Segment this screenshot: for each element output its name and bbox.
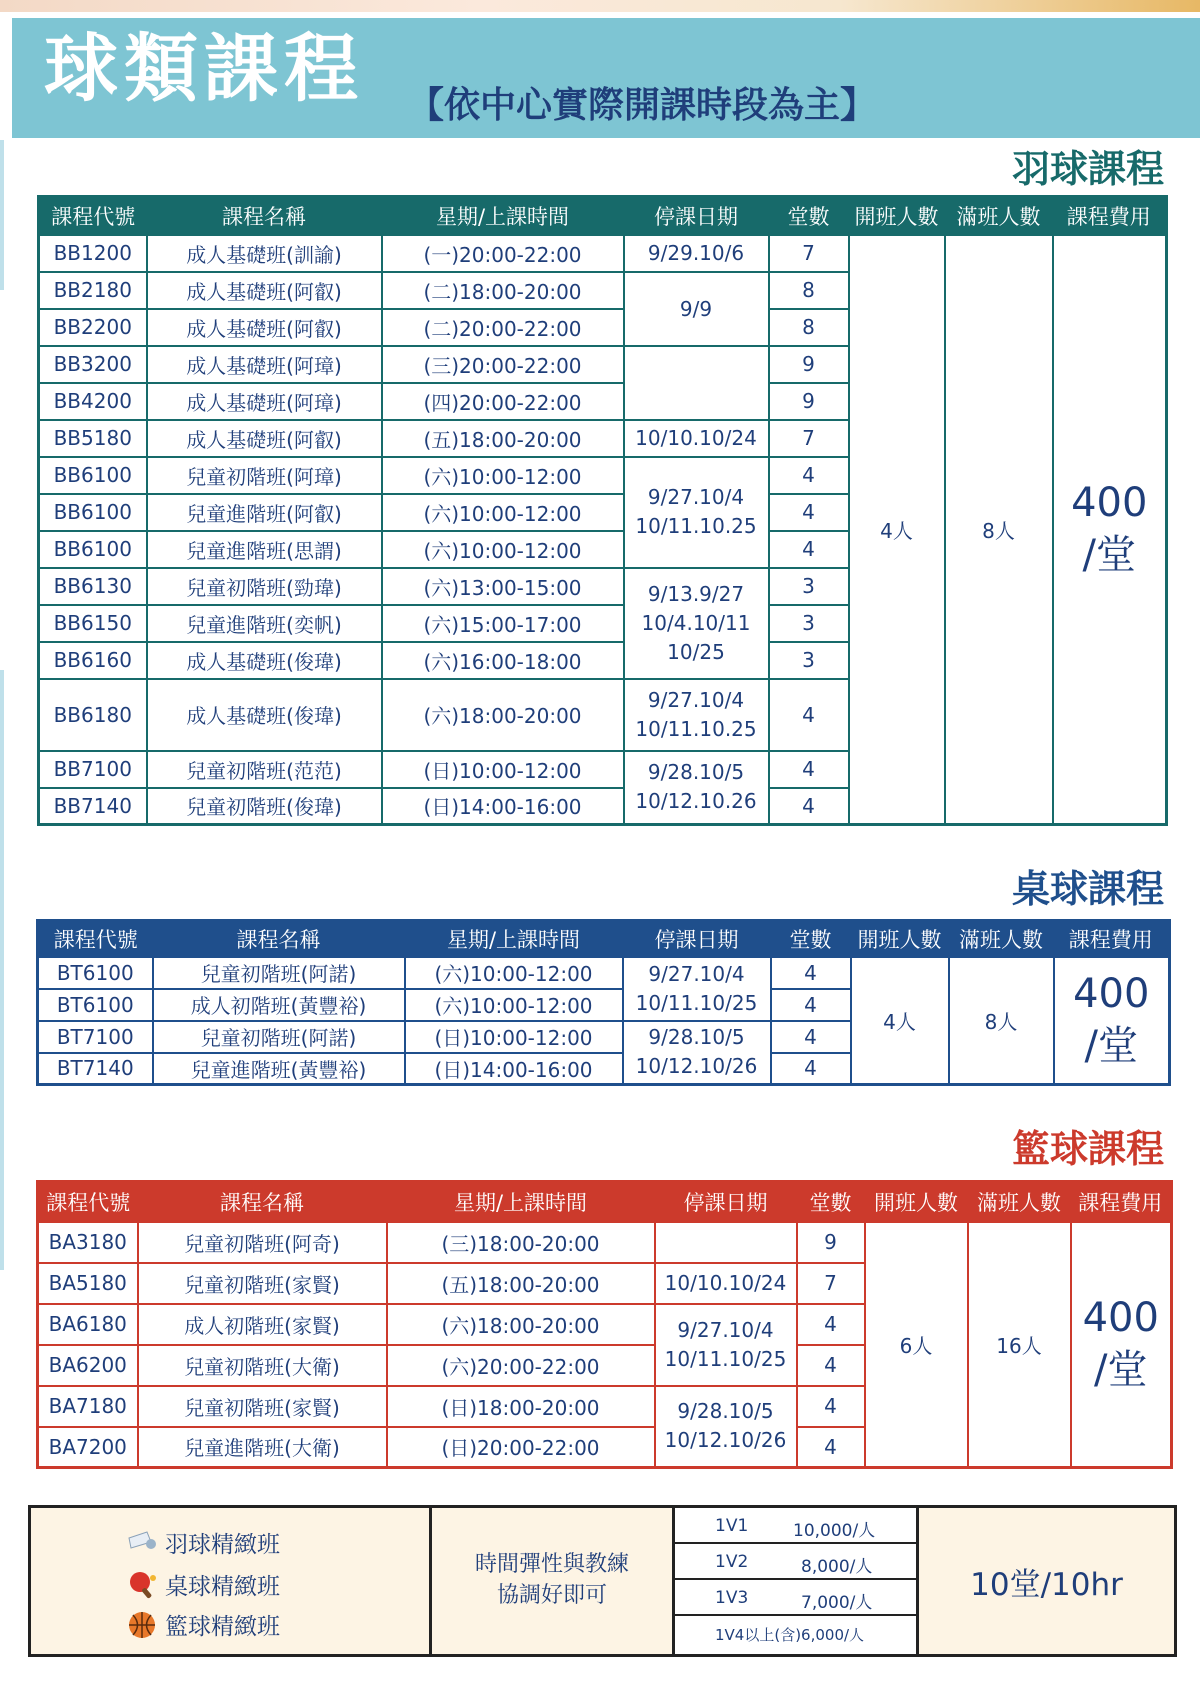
stop-date-line: 10/12.10.26	[635, 789, 757, 814]
stop-dates: 9/9	[624, 272, 769, 346]
course-name: 兒童進階班(思謂)	[147, 531, 382, 568]
course-code: BT7140	[38, 1053, 153, 1085]
full-count: 16人	[968, 1222, 1071, 1468]
stop-date-line: 9/27.10/4	[677, 1317, 774, 1342]
col-header-stop: 停課日期	[623, 921, 771, 957]
table-row	[39, 235, 1167, 272]
basketball-table	[36, 1180, 1173, 1469]
course-time: (五)18:00-20:00	[387, 1263, 655, 1304]
stop-dates	[655, 1222, 797, 1263]
course-name: 兒童初階班(阿諾)	[153, 1021, 405, 1053]
course-time: (六)10:00-12:00	[382, 457, 624, 494]
course-name: 成人初階班(黃豐裕)	[153, 989, 405, 1021]
stop-dates	[624, 679, 769, 751]
col-header-name: 課程名稱	[138, 1182, 387, 1222]
ping-pong-paddle-icon	[127, 1570, 157, 1600]
course-code: BB7140	[39, 788, 147, 825]
course-name: 兒童初階班(阿璋)	[147, 457, 382, 494]
course-time: (日)20:00-22:00	[387, 1427, 655, 1468]
col-header-open: 開班人數	[849, 197, 945, 235]
course-code: BB6100	[39, 457, 147, 494]
stop-date-line: 10/25	[667, 639, 725, 664]
stop-dates: 10/10.10/24	[624, 420, 769, 457]
course-fee	[1071, 1222, 1172, 1468]
course-time: (日)18:00-20:00	[387, 1386, 655, 1427]
course-time: (日)14:00-16:00	[382, 788, 624, 825]
session-count: 4	[771, 1053, 851, 1085]
course-name: 兒童初階班(阿奇)	[138, 1222, 387, 1263]
col-header-open: 開班人數	[865, 1182, 968, 1222]
fee-amount: 400	[1082, 1295, 1159, 1342]
session-count: 4	[797, 1345, 865, 1386]
premium-class-box	[28, 1505, 1177, 1657]
stop-dates: 10/10.10/24	[655, 1263, 797, 1304]
course-code: BA6200	[38, 1345, 138, 1386]
course-name: 成人基礎班(阿璋)	[147, 383, 382, 420]
session-count: 9	[769, 383, 849, 420]
badminton-section-title: 羽球課程	[1011, 147, 1164, 191]
premium-schedule-note	[432, 1508, 675, 1654]
col-header-sessions: 堂數	[797, 1182, 865, 1222]
col-header-time: 星期/上課時間	[405, 921, 623, 957]
course-name: 成人基礎班(阿叡)	[147, 272, 382, 309]
premium-item-badminton	[127, 1526, 280, 1559]
course-name: 兒童初階班(大衛)	[138, 1345, 387, 1386]
course-code: BT7100	[38, 1021, 153, 1053]
course-name: 兒童進階班(大衛)	[138, 1427, 387, 1468]
stop-date-line: 9/27.10/4	[647, 687, 745, 712]
left-edge-bar	[0, 670, 4, 1270]
course-name: 成人基礎班(阿璋)	[147, 346, 382, 383]
note-line: 時間彈性與教練	[474, 1552, 629, 1578]
stop-date-line: 10/11.10.25	[635, 514, 757, 538]
course-name: 兒童初階班(范范)	[147, 751, 382, 788]
stop-date-line: 10/4.10/11	[641, 610, 751, 635]
course-name: 兒童初階班(勁瑋)	[147, 568, 382, 605]
open-count: 4人	[851, 957, 949, 1085]
premium-duration: 10堂/10hr	[970, 1566, 1123, 1603]
course-fee	[1053, 235, 1167, 825]
session-count: 4	[769, 457, 849, 494]
badminton-table	[37, 195, 1168, 826]
course-code: BB6150	[39, 605, 147, 642]
course-time: (六)10:00-12:00	[382, 494, 624, 531]
col-header-code: 課程代號	[39, 197, 147, 235]
price-tier-label: 1V1	[715, 1516, 749, 1536]
stop-date-line: 9/28.10/5	[647, 760, 745, 785]
session-count: 7	[769, 235, 849, 272]
stop-date-line: 9/27.10/4	[647, 485, 745, 509]
course-name: 成人基礎班(阿叡)	[147, 309, 382, 346]
course-time: (六)20:00-22:00	[387, 1345, 655, 1386]
course-code: BA7200	[38, 1427, 138, 1468]
course-time: (日)10:00-12:00	[382, 751, 624, 788]
table-header-row	[39, 197, 1167, 235]
stop-dates	[624, 568, 769, 679]
session-count: 4	[771, 989, 851, 1021]
course-name: 兒童初階班(家賢)	[138, 1386, 387, 1427]
premium-item-label: 桌球精緻班	[165, 1574, 280, 1600]
price-row	[675, 1508, 916, 1544]
course-code: BB6180	[39, 679, 147, 751]
price-row	[675, 1616, 916, 1650]
course-time: (二)18:00-20:00	[382, 272, 624, 309]
stop-date-line: 9/13.9/27	[647, 581, 745, 606]
fee-unit: /堂	[1082, 532, 1136, 579]
session-count: 4	[769, 679, 849, 751]
stop-date-line: 10/12.10/26	[664, 1428, 787, 1453]
course-name: 兒童進階班(阿叡)	[147, 494, 382, 531]
note-line: 協調好即可	[496, 1583, 607, 1608]
col-header-stop: 停課日期	[655, 1182, 797, 1222]
course-name: 兒童初階班(家賢)	[138, 1263, 387, 1304]
course-code: BB3200	[39, 346, 147, 383]
session-count: 9	[797, 1222, 865, 1263]
session-count: 4	[769, 494, 849, 531]
col-header-code: 課程代號	[38, 1182, 138, 1222]
col-header-sessions: 堂數	[769, 197, 849, 235]
course-code: BB2180	[39, 272, 147, 309]
course-fee	[1054, 957, 1170, 1085]
basketball-section-title: 籃球課程	[1011, 1127, 1164, 1171]
course-code: BA7180	[38, 1386, 138, 1427]
premium-price-list	[675, 1508, 919, 1654]
open-count: 4人	[849, 235, 945, 825]
stop-date-line: 10/11.10/25	[635, 990, 758, 1015]
col-header-full: 滿班人數	[949, 921, 1054, 957]
session-count: 8	[769, 309, 849, 346]
stop-date-line: 10/12.10/26	[635, 1054, 758, 1079]
price-row	[675, 1580, 916, 1616]
course-name: 兒童進階班(奕帆)	[147, 605, 382, 642]
course-name: 成人初階班(家賢)	[138, 1304, 387, 1345]
course-code: BB1200	[39, 235, 147, 272]
course-name: 成人基礎班(訓諭)	[147, 235, 382, 272]
stop-dates	[624, 457, 769, 568]
course-time: (六)10:00-12:00	[405, 957, 623, 989]
price-row	[675, 1544, 916, 1580]
page-title: 球類課程	[44, 26, 364, 112]
page-subtitle: 【依中心實際開課時段為主】	[408, 85, 877, 126]
basketball-icon	[127, 1610, 157, 1640]
table-row	[38, 1222, 1172, 1263]
fee-unit: /堂	[1094, 1347, 1148, 1394]
premium-item-label: 籃球精緻班	[165, 1614, 280, 1640]
course-code: BB6160	[39, 642, 147, 679]
stop-dates	[624, 751, 769, 825]
col-header-sessions: 堂數	[771, 921, 851, 957]
course-time: (三)18:00-20:00	[387, 1222, 655, 1263]
price-tier-label: 1V3	[715, 1588, 749, 1608]
stop-dates	[623, 957, 771, 1021]
course-time: (六)18:00-20:00	[387, 1304, 655, 1345]
course-time: (六)10:00-12:00	[382, 531, 624, 568]
price-tier-label: 1V2	[715, 1552, 749, 1572]
course-name: 兒童初階班(俊瑋)	[147, 788, 382, 825]
session-count: 4	[797, 1304, 865, 1345]
premium-class-list	[31, 1508, 432, 1654]
session-count: 4	[771, 1021, 851, 1053]
session-count: 7	[769, 420, 849, 457]
price-tier-value: 1V4以上(含)6,000/人	[715, 1626, 865, 1644]
fee-amount: 400	[1073, 971, 1150, 1018]
course-time: (六)13:00-15:00	[382, 568, 624, 605]
session-count: 4	[769, 788, 849, 825]
stop-dates	[623, 1021, 771, 1085]
col-header-open: 開班人數	[851, 921, 949, 957]
course-code: BB7100	[39, 751, 147, 788]
table-header-row	[38, 1182, 1172, 1222]
course-code: BB6100	[39, 531, 147, 568]
stop-date-line: 9/27.10/4	[648, 961, 745, 986]
session-count: 4	[797, 1427, 865, 1468]
col-header-fee: 課程費用	[1071, 1182, 1172, 1222]
session-count: 3	[769, 642, 849, 679]
session-count: 4	[769, 751, 849, 788]
stop-dates	[655, 1386, 797, 1468]
left-edge-bar	[0, 140, 4, 290]
full-count: 8人	[945, 235, 1053, 825]
course-time: (日)14:00-16:00	[405, 1053, 623, 1085]
course-code: BB4200	[39, 383, 147, 420]
course-code: BB2200	[39, 309, 147, 346]
course-time: (三)20:00-22:00	[382, 346, 624, 383]
session-count: 9	[769, 346, 849, 383]
course-time: (四)20:00-22:00	[382, 383, 624, 420]
stop-date-line: 9/28.10/5	[648, 1025, 745, 1050]
session-count: 3	[769, 568, 849, 605]
table-header-row	[38, 921, 1170, 957]
course-name: 兒童初階班(阿諾)	[153, 957, 405, 989]
col-header-fee: 課程費用	[1054, 921, 1170, 957]
stop-dates: 9/29.10/6	[624, 235, 769, 272]
course-code: BA3180	[38, 1222, 138, 1263]
stop-date-line: 10/11.10/25	[664, 1346, 787, 1371]
course-name: 成人基礎班(俊瑋)	[147, 679, 382, 751]
price-tier-value: 7,000/人	[801, 1593, 873, 1613]
course-code: BT6100	[38, 989, 153, 1021]
session-count: 4	[771, 957, 851, 989]
premium-item-label: 羽球精緻班	[165, 1532, 280, 1558]
col-header-stop: 停課日期	[624, 197, 769, 235]
premium-item-basketball	[127, 1608, 280, 1641]
fee-amount: 400	[1071, 480, 1148, 527]
course-code: BB6100	[39, 494, 147, 531]
top-decoration	[0, 0, 1200, 12]
full-count: 8人	[949, 957, 1054, 1085]
open-count: 6人	[865, 1222, 968, 1468]
table-tennis-section-title: 桌球課程	[1011, 867, 1164, 911]
col-header-name: 課程名稱	[153, 921, 405, 957]
price-tier-value: 8,000/人	[801, 1557, 873, 1577]
course-code: BA5180	[38, 1263, 138, 1304]
col-header-name: 課程名稱	[147, 197, 382, 235]
course-time: (二)20:00-22:00	[382, 309, 624, 346]
session-count: 4	[797, 1386, 865, 1427]
course-code: BB6130	[39, 568, 147, 605]
course-time: (六)15:00-17:00	[382, 605, 624, 642]
course-time: (五)18:00-20:00	[382, 420, 624, 457]
col-header-full: 滿班人數	[945, 197, 1053, 235]
course-name: 兒童進階班(黃豐裕)	[153, 1053, 405, 1085]
session-count: 3	[769, 605, 849, 642]
col-header-full: 滿班人數	[968, 1182, 1071, 1222]
stop-dates	[624, 346, 769, 420]
course-code: BB5180	[39, 420, 147, 457]
course-code: BT6100	[38, 957, 153, 989]
price-tier-value: 10,000/人	[793, 1521, 876, 1541]
course-name: 成人基礎班(阿叡)	[147, 420, 382, 457]
course-time: (六)18:00-20:00	[382, 679, 624, 751]
stop-date-line: 9/28.10/5	[677, 1399, 774, 1424]
course-code: BA6180	[38, 1304, 138, 1345]
session-count: 8	[769, 272, 849, 309]
stop-dates	[655, 1304, 797, 1386]
course-name: 成人基礎班(俊瑋)	[147, 642, 382, 679]
col-header-code: 課程代號	[38, 921, 153, 957]
stop-date-line: 10/11.10.25	[635, 716, 757, 741]
course-time: (六)10:00-12:00	[405, 989, 623, 1021]
course-time: (六)16:00-18:00	[382, 642, 624, 679]
session-count: 7	[797, 1263, 865, 1304]
table-tennis-table	[36, 919, 1171, 1086]
fee-unit: /堂	[1084, 1023, 1138, 1070]
session-count: 4	[769, 531, 849, 568]
col-header-time: 星期/上課時間	[387, 1182, 655, 1222]
course-time: (一)20:00-22:00	[382, 235, 624, 272]
premium-item-table-tennis	[127, 1568, 280, 1601]
col-header-fee: 課程費用	[1053, 197, 1167, 235]
shuttlecock-icon	[127, 1528, 157, 1558]
course-time: (日)10:00-12:00	[405, 1021, 623, 1053]
table-row	[38, 957, 1170, 989]
col-header-time: 星期/上課時間	[382, 197, 624, 235]
